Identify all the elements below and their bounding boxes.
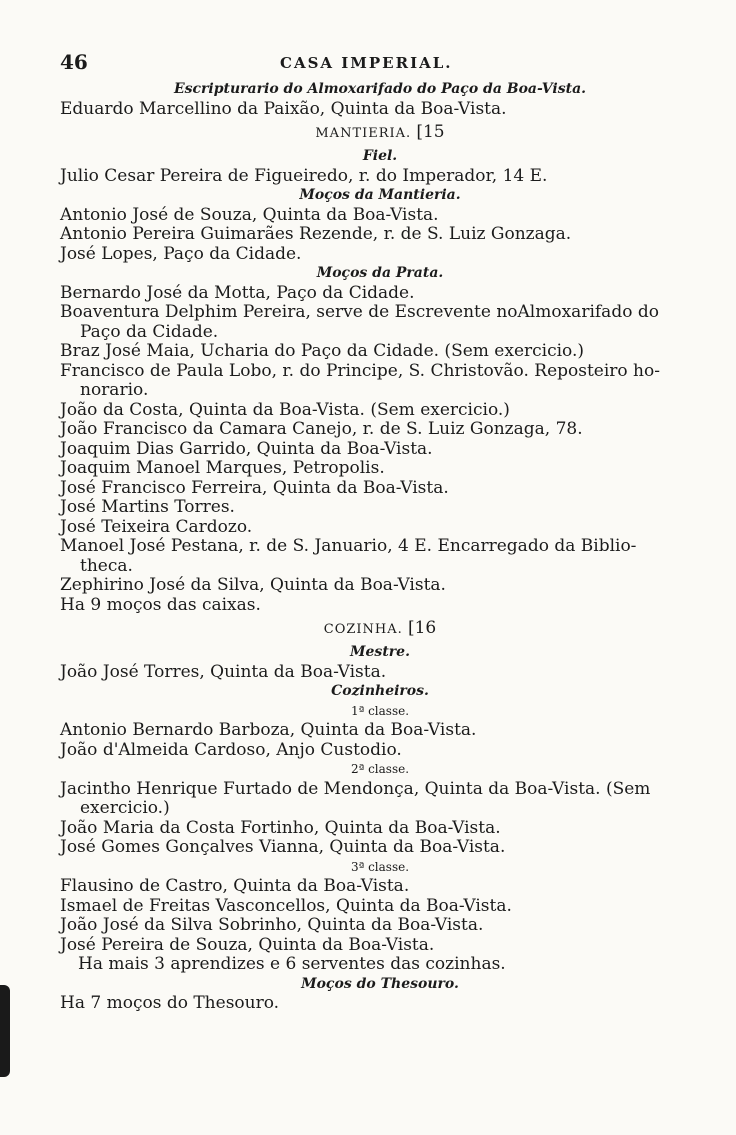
- text-line: Antonio Bernardo Barboza, Quinta da Boa-Vista.: [60, 720, 477, 740]
- class-label: 3ª classe.: [350, 859, 410, 874]
- text-line: José Teixeira Cardozo.: [60, 516, 253, 537]
- running-head: CASA IMPERIAL.: [280, 54, 453, 72]
- text-line: José Martins Torres.: [60, 497, 235, 517]
- class-label: 2ª classe.: [350, 762, 410, 776]
- text-line: Flausino de Castro, Quinta da Boa-Vista.: [60, 876, 410, 896]
- text-line: João José da Silva Sobrinho, Quinta da Boa-Vista.: [60, 915, 484, 935]
- section-subheading: Moços do Thesouro.: [301, 975, 459, 992]
- text-line: Ismael de Freitas Vasconcellos, Quinta da Boa-Vista.: [60, 895, 512, 916]
- section-subheading: Escripturario do Almoxarifado do Paço da Boa-Vista.: [173, 81, 587, 97]
- section-subheading: Moços da Mantieria.: [299, 187, 461, 203]
- text-line: João José Torres, Quinta da Boa-Vista.: [60, 661, 387, 682]
- text-line: Bernardo José da Motta, Paço da Cidade.: [60, 282, 415, 303]
- text-line: Joaquim Manoel Marques, Petropolis.: [60, 458, 385, 478]
- text-line: Boaventura Delphim Pereira, serve de Escrevente noAlmoxarifado do: [60, 302, 659, 322]
- text-line: Francisco de Paula Lobo, r. do Principe, S. Christovão. Reposteiro ho-: [60, 360, 660, 381]
- text-line: João Maria da Costa Fortinho, Quinta da Boa-Vista.: [60, 817, 501, 838]
- section-subheading: Mestre.: [350, 644, 410, 660]
- page-content: [60, 80, 700, 1014]
- section-heading: [60, 119, 700, 147]
- text-line: José Francisco Ferreira, Quinta da Boa-Vista.: [60, 477, 449, 498]
- page-number: 46: [60, 50, 88, 74]
- text-line: Zephirino José da Silva, Quinta da Boa-Vista.: [60, 575, 446, 595]
- text-line: Manoel José Pestana, r. de S. Januario, 4 E. Encarregado da Biblio-: [60, 536, 637, 556]
- section-title: MANTIERIA.: [315, 126, 412, 141]
- text-line: Joaquim Dias Garrido, Quinta da Boa-Vista.: [60, 438, 433, 459]
- section-subheading: Cozinheiros.: [331, 683, 429, 699]
- text-line: João da Costa, Quinta da Boa-Vista. (Sem exercicio.): [60, 399, 510, 420]
- section-title: COZINHA.: [323, 622, 403, 637]
- text-line-continuation: theca.: [80, 555, 133, 576]
- text-line: Ha 9 moços das caixas.: [60, 594, 261, 615]
- text-line: José Gomes Gonçalves Vianna, Quinta da Boa-Vista.: [60, 837, 506, 857]
- section-subheading: Fiel.: [362, 148, 398, 164]
- text-line: Braz José Maia, Ucharia do Paço da Cidade. (Sem exercicio.): [60, 341, 585, 361]
- text-line: José Pereira de Souza, Quinta da Boa-Vista.: [60, 934, 435, 955]
- text-line: João Francisco da Camara Canejo, r. de S. Luiz Gonzaga, 78.: [60, 419, 583, 439]
- text-line: José Lopes, Paço da Cidade.: [60, 243, 302, 264]
- section-subheading: Moços da Prata.: [316, 265, 444, 281]
- text-line: Eduardo Marcellino da Paixão, Quinta da Boa-Vista.: [60, 98, 507, 119]
- text-line-continuation: exercicio.): [80, 798, 170, 818]
- text-line: Antonio José de Souza, Quinta da Boa-Vista.: [60, 204, 439, 225]
- page-header: [60, 50, 680, 76]
- text-line: Antonio Pereira Guimarães Rezende, r. de S. Luiz Gonzaga.: [60, 224, 572, 244]
- text-line-continuation: norario.: [80, 380, 149, 400]
- text-line: Julio Cesar Pereira de Figueiredo, r. do Imperador, 14 E.: [60, 165, 548, 186]
- section-number: [15: [416, 122, 445, 142]
- page-edge-mark: [0, 985, 10, 1077]
- text-line-continuation: Paço da Cidade.: [80, 321, 219, 342]
- text-line: Ha 7 moços do Thesouro.: [60, 993, 280, 1013]
- text-line: João d'Almeida Cardoso, Anjo Custodio.: [60, 739, 402, 760]
- indented-text-line: Ha mais 3 aprendizes e 6 serventes das cozinhas.: [78, 954, 506, 974]
- section-number: [16: [407, 618, 437, 638]
- class-label: 1ª classe.: [350, 703, 410, 718]
- section-heading: [60, 615, 700, 643]
- text-line: Jacintho Henrique Furtado de Mendonça, Quinta da Boa-Vista. (Sem: [60, 778, 651, 799]
